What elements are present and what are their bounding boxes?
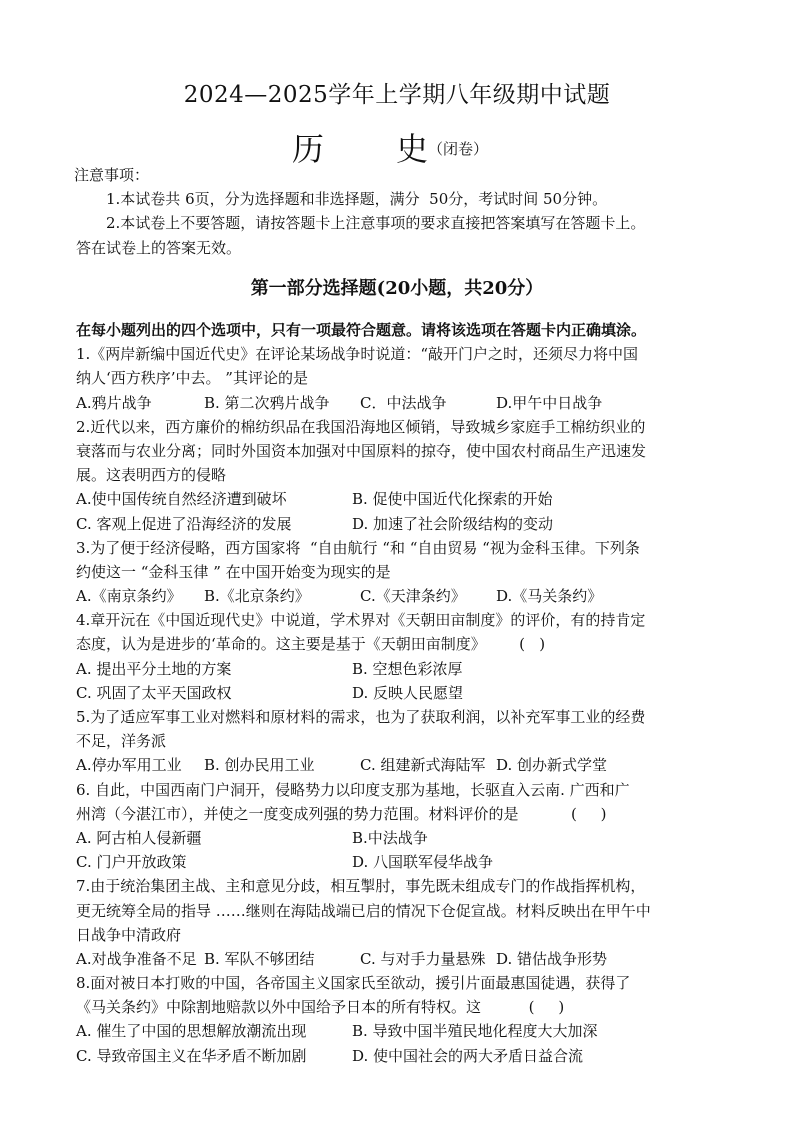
options-row bbox=[76, 1019, 716, 1043]
answer-option: D. 创办新式学堂 bbox=[496, 756, 608, 775]
options-row bbox=[76, 1044, 716, 1068]
answer-option: B. 创办民用工业 bbox=[204, 756, 315, 775]
answer-option: B. 第二次鸦片战争 bbox=[204, 393, 330, 412]
notice-block bbox=[76, 163, 716, 260]
answer-option: A. 催生了中国的思想解放潮流出现 bbox=[76, 1022, 307, 1041]
options-row bbox=[76, 947, 716, 971]
answer-option: A.停办军用工业 bbox=[76, 756, 182, 775]
exam-title: 2024—2025学年上学期八年级期中试题 bbox=[183, 82, 611, 108]
question-stem-line: 3.为了便于经济侵略，西方国家将 “自由航行 “和 “自由贸易 “视为金科玉律。下列条 bbox=[76, 538, 640, 557]
answer-option: B. 促使中国近代化探索的开始 bbox=[352, 490, 553, 509]
question-2 bbox=[76, 415, 716, 536]
question-stem-line: 不足，洋务派 bbox=[76, 732, 167, 751]
answer-option: B. 导致中国半殖民地化程度大大加深 bbox=[352, 1022, 598, 1041]
answer-option: D. 错估战争形势 bbox=[496, 949, 608, 968]
question-stem-line: 日战争中清政府 bbox=[76, 925, 182, 944]
question-stem-line: 衰落而与农业分离；同时外国资本加强对中国原料的掠夺，使中国农村商品生产迅速发 bbox=[76, 441, 647, 460]
answer-option: B.中法战争 bbox=[352, 828, 428, 847]
question-3 bbox=[76, 536, 716, 609]
question-1 bbox=[76, 342, 716, 415]
answer-option: A.《南京条约》 bbox=[76, 587, 182, 606]
question-stem-line: 州湾（今湛江市），并使之一度变成列强的势力范围。材料评价的是 ( ) bbox=[76, 804, 607, 823]
notice-item-2: 2.本试卷上不要答题，请按答题卡上注意事项的要求直接把答案填写在答题卡上。 bbox=[106, 214, 646, 233]
answer-option: C. 组建新式海陆军 bbox=[360, 756, 486, 775]
question-stem-line: 5.为了适应军事工业对燃料和原材料的需求，也为了获取利润，以补充军事工业的经费 bbox=[76, 708, 646, 726]
answer-option: C．中法战争 bbox=[360, 393, 447, 412]
question-5 bbox=[76, 705, 716, 778]
answer-option: D. 使中国社会的两大矛盾日益合流 bbox=[352, 1046, 584, 1065]
notice-item-1: 1.本试卷共 6页，分为选择题和非选择题，满分 50分，考试时间 50分钟。 bbox=[106, 190, 608, 209]
options-row bbox=[76, 487, 716, 511]
question-stem-line: 更无统筹全局的指导 ……继则在海陆战端已启的情况下仓促宣战。材料反映出在甲午中 bbox=[76, 901, 651, 920]
subject-char-1: 历 bbox=[292, 130, 325, 168]
question-stem-line: 2.近代以来，西方廉价的棉纺织品在我国沿海地区倾销，导致城乡家庭手工棉纺织业的 bbox=[76, 417, 646, 436]
question-stem-line: 4.章开沅在《中国近现代史》中说道，学术界对《天朝田亩制度》的评价，有的持肯定 bbox=[76, 611, 646, 630]
answer-option: A. 阿古柏人侵新疆 bbox=[76, 828, 202, 847]
options-row bbox=[76, 681, 716, 705]
question-stem-line: 6. 自此，中国西南门户洞开，侵略势力以印度支那为基地，长驱直入云南. 广西和广 bbox=[76, 780, 630, 799]
subject-note: （闭卷） bbox=[428, 140, 489, 158]
question-stem-line: 7.由于统治集团主战、主和意见分歧，相互掣肘，事先既未组成专门的作战指挥机构， bbox=[76, 877, 646, 896]
section-instruction: 在每小题列出的四个选项中，只有一项最符合题意。请将该选项在答题卡内正确填涂。 bbox=[76, 321, 647, 339]
answer-option: D. 加速了社会阶级结构的变动 bbox=[352, 514, 554, 533]
answer-option: C. 与对手力量悬殊 bbox=[360, 949, 486, 968]
answer-option: C. 客观上促进了沿海经济的发展 bbox=[76, 514, 292, 533]
question-stem-line: 态度，认为是进步的‘革命的。这主要是基于《天朝田亩制度》 ( ) bbox=[76, 635, 546, 654]
question-stem-line: 纳人‘西方秩序’中去。 ”其评论的是 bbox=[76, 369, 308, 388]
answer-option: D. 八国联军侵华战争 bbox=[352, 853, 494, 872]
options-row bbox=[76, 850, 716, 874]
options-row bbox=[76, 584, 716, 608]
answer-option: B.《北京条约》 bbox=[204, 587, 310, 606]
question-stem-line: 展。这表明西方的侵略 bbox=[76, 466, 227, 485]
answer-option: A.使中国传统自然经济遭到破坏 bbox=[76, 490, 287, 509]
options-row bbox=[76, 391, 716, 415]
answer-option: A. 提出平分土地的方案 bbox=[76, 659, 232, 678]
question-stem-line: 《马关条约》中除割地赔款以外中国给予日本的所有特权。这 ( ) bbox=[76, 998, 565, 1017]
notice-item-2-cont: 答在试卷上的答案无效。 bbox=[76, 238, 242, 257]
question-stem-line: 1.《两岸新编中国近代史》在评论某场战争时说道：“敲开门户之时，还须尽力将中国 bbox=[76, 345, 638, 364]
question-6 bbox=[76, 778, 716, 875]
question-7 bbox=[76, 874, 716, 971]
options-row bbox=[76, 657, 716, 681]
answer-option: D.甲午中日战争 bbox=[496, 393, 603, 412]
answer-option: D.《马关条约》 bbox=[496, 587, 603, 606]
questions-block bbox=[76, 318, 716, 1068]
answer-option: B. 空想色彩浓厚 bbox=[352, 659, 463, 678]
notice-heading: 注意事项： bbox=[74, 166, 150, 184]
answer-option: B. 军队不够团结 bbox=[204, 949, 315, 968]
answer-option: A.鸦片战争 bbox=[76, 393, 152, 412]
question-8 bbox=[76, 971, 716, 1068]
question-list bbox=[76, 342, 716, 1068]
options-row bbox=[76, 753, 716, 777]
answer-option: C. 导致帝国主义在华矛盾不断加剧 bbox=[76, 1046, 307, 1065]
answer-option: C. 门户开放政策 bbox=[76, 853, 187, 872]
question-4 bbox=[76, 608, 716, 705]
answer-option: A.对战争准备不足 bbox=[76, 949, 197, 968]
options-row bbox=[76, 826, 716, 850]
subject-char-2: 史 bbox=[396, 130, 429, 168]
answer-option: C. 巩固了太平天国政权 bbox=[76, 683, 232, 702]
question-stem-line: 约使这一 “金科玉律 ” 在中国开始变为现实的是 bbox=[76, 562, 391, 581]
answer-option: D. 反映人民愿望 bbox=[352, 683, 464, 702]
answer-option: C.《天津条约》 bbox=[360, 587, 466, 606]
section-title: 第一部分选择题(20小题，共20分） bbox=[250, 278, 544, 299]
options-row bbox=[76, 512, 716, 536]
question-stem-line: 8.面对被日本打败的中国，各帝国主义国家氏至欲动，援引片面最惠国徒遇，获得了 bbox=[76, 974, 631, 993]
